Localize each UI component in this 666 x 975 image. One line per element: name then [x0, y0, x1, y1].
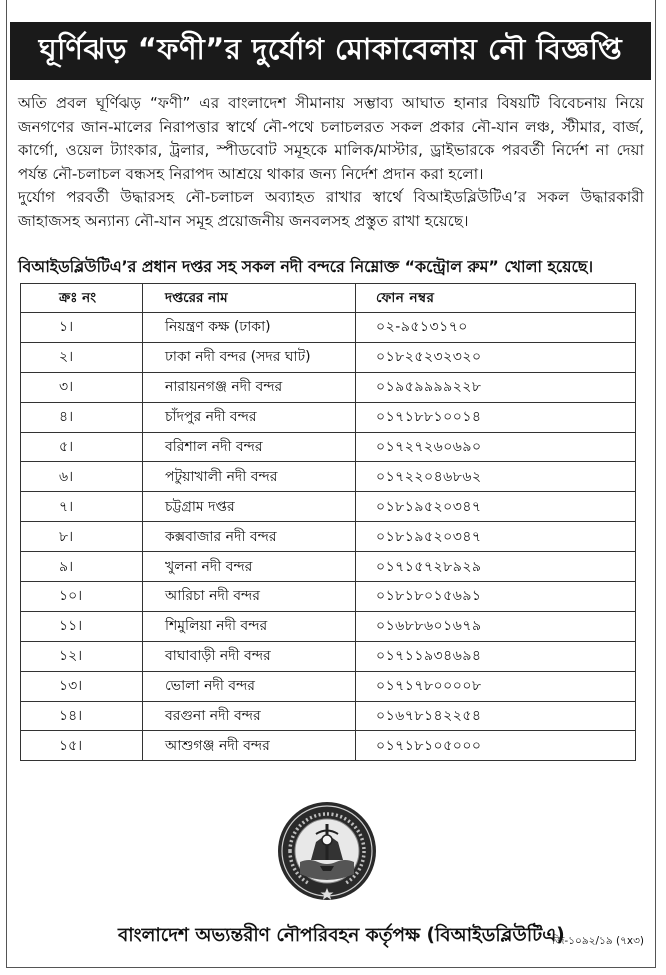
row-office-name: ভোলা নদী বন্দর: [143, 671, 356, 701]
row-phone: ০১৮২৫২৩২৩২০: [356, 342, 636, 372]
notice-body: [18, 92, 644, 233]
row-serial: ১১।: [21, 611, 143, 641]
table-row: [21, 462, 636, 492]
row-phone: ০১৬৭৮১৪২২৫৪: [356, 701, 636, 731]
row-serial: ১৫।: [21, 731, 143, 761]
row-serial: ৩।: [21, 372, 143, 402]
table-row: [21, 313, 636, 343]
row-phone: ০১৬৮৮৬০১৬৭৯: [356, 611, 636, 641]
row-office-name: ঢাকা নদী বন্দর (সদর ঘাট): [143, 342, 356, 372]
row-office-name: কক্সবাজার নদী বন্দর: [143, 522, 356, 552]
row-office-name: আরিচা নদী বন্দর: [143, 582, 356, 612]
row-serial: ৭।: [21, 492, 143, 522]
row-serial: ৪।: [21, 402, 143, 432]
notice-paragraph-2: দুর্যোগ পরবর্তী উদ্ধারসহ নৌ-চলাচল অব্যাহত রাখার স্বার্থে বিআইডব্লিউটিএ’র সকল উদ্ধারকারী জাহাজসহ অন্যান্য নৌ-যান সমূহ প্রয়োজনীয় জনবলসহ প্রস্তুত রাখা হয়েছে।: [18, 188, 644, 230]
row-phone: ০১৭২২০৪৬৮৬২: [356, 462, 636, 492]
header-phone: ফোন নম্বর: [356, 284, 636, 313]
issuing-organization: বাংলাদেশ অভ্যন্তরীণ নৌপরিবহন কর্তৃপক্ষ (বিআইডব্লিউটিএ): [118, 925, 565, 946]
header-serial: ক্রঃ নং: [21, 284, 143, 313]
table-row: [21, 701, 636, 731]
table-row: [21, 552, 636, 582]
table-row: [21, 731, 636, 761]
row-phone: ০১৭১৭৮০০০০৮: [356, 671, 636, 701]
row-serial: ৬।: [21, 462, 143, 492]
control-room-table: [20, 283, 636, 761]
row-phone: ০১৮১৮০১৫৬৯১: [356, 582, 636, 612]
table-row: [21, 582, 636, 612]
row-serial: ১৩।: [21, 671, 143, 701]
row-phone: ০১৮১৯৫২০৩৪৭: [356, 522, 636, 552]
row-phone: ০১৭১৫৭২৮৯২৯: [356, 552, 636, 582]
row-office-name: চাঁদপুর নদী বন্দর: [143, 402, 356, 432]
row-office-name: পটুয়াখালী নদী বন্দর: [143, 462, 356, 492]
row-phone: ০১৭১৮১০৫০০০: [356, 731, 636, 761]
row-office-name: বাঘাবাড়ী নদী বন্দর: [143, 641, 356, 671]
row-phone: ০১৭১৮৮১০০১৪: [356, 402, 636, 432]
row-phone: ০২-৯৫১৩১৭০: [356, 313, 636, 343]
row-office-name: নারায়নগঞ্জ নদী বন্দর: [143, 372, 356, 402]
table-row: [21, 492, 636, 522]
row-phone: ০১৭১১৯৩৪৬৯৪: [356, 641, 636, 671]
row-serial: ১।: [21, 313, 143, 343]
row-serial: ২।: [21, 342, 143, 372]
row-office-name: বরগুনা নদী বন্দর: [143, 701, 356, 731]
table-row: [21, 342, 636, 372]
biwta-seal-icon: [276, 800, 378, 902]
table-row: [21, 402, 636, 432]
table-row: [21, 611, 636, 641]
table-row: [21, 522, 636, 552]
table-row: [21, 372, 636, 402]
row-phone: ০১৭২৭২৬০৬৯০: [356, 432, 636, 462]
row-office-name: চট্টগ্রাম দপ্তর: [143, 492, 356, 522]
table-row: [21, 641, 636, 671]
row-office-name: নিয়ন্ত্রণ কক্ষ (ঢাকা): [143, 313, 356, 343]
notice-reference-number: জি-১০৯২/১৯ (৭x৩): [552, 935, 645, 947]
header-office-name: দপ্তরের নাম: [143, 284, 356, 313]
notice-title: ঘূর্ণিঝড় “ফণী”র দুর্যোগ মোকাবেলায় নৌ বিজ্ঞপ্তি: [10, 22, 651, 80]
row-serial: ১৪।: [21, 701, 143, 731]
control-room-heading: বিআইডব্লিউটিএ’র প্রধান দপ্তর সহ সকল নদী বন্দরে নিম্নোক্ত “কন্ট্রোল রুম” খোলা হয়েছে।: [18, 257, 594, 276]
table-body: [21, 313, 636, 761]
row-serial: ১০।: [21, 582, 143, 612]
row-office-name: আশুগঞ্জ নদী বন্দর: [143, 731, 356, 761]
table-row: [21, 671, 636, 701]
row-office-name: শিমুলিয়া নদী বন্দর: [143, 611, 356, 641]
row-serial: ৯।: [21, 552, 143, 582]
table-header-row: [21, 284, 636, 313]
notice-paragraph-1: অতি প্রবল ঘূর্ণিঝড় “ফণী” এর বাংলাদেশ সীমানায় সম্ভাব্য আঘাত হানার বিষয়টি বিবেচনায় নিয়ে জনগণের জান-মালের নিরাপত্তার স্বার্থে নৌ-পথে চলাচলরত সকল প্রকার নৌ-যান লঞ্চ, স্টীমার, বার্জ, কার্গো, ওয়েল ট্যাংকার, ট্রলার, স্পীডবোট সমূহকে মালিক/মাস্টার, ড্রাইভারকে পরবর্তী নির্দেশ না দেয়া পর্যন্ত নৌ-চলাচল বন্ধসহ নিরাপদ আশ্রয়ে থাকার জন্য নির্দেশ প্রদান করা হলো।: [18, 94, 644, 183]
row-office-name: বরিশাল নদী বন্দর: [143, 432, 356, 462]
row-phone: ০১৮১৯৫২০৩৪৭: [356, 492, 636, 522]
row-serial: ৫।: [21, 432, 143, 462]
table-row: [21, 432, 636, 462]
row-phone: ০১৯৫৯৯৯৯২২৮: [356, 372, 636, 402]
row-serial: ৮।: [21, 522, 143, 552]
row-serial: ১২।: [21, 641, 143, 671]
row-office-name: খুলনা নদী বন্দর: [143, 552, 356, 582]
